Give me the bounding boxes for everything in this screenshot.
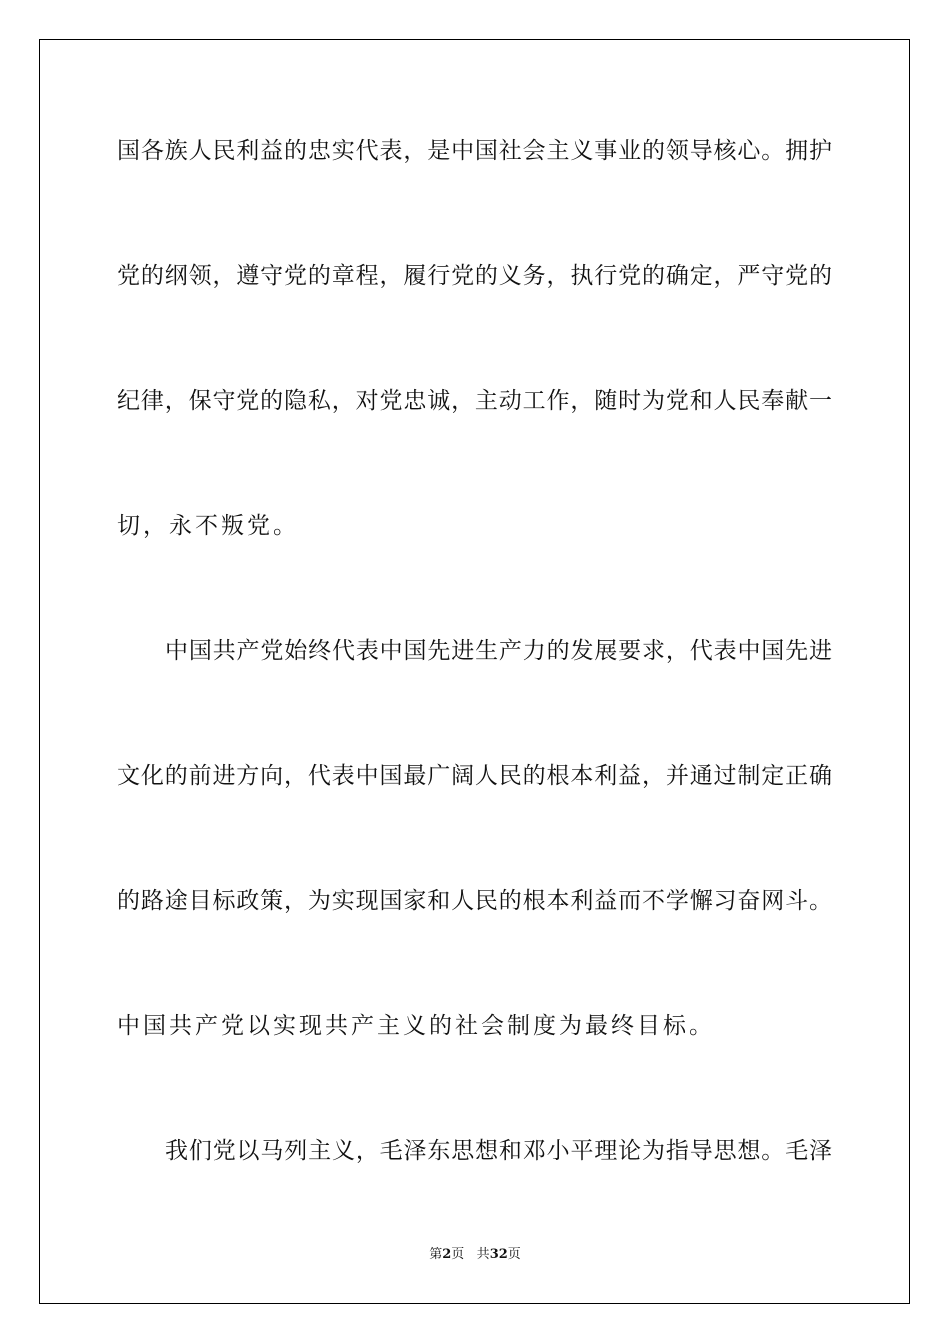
page-footer: [0, 1246, 950, 1264]
total-pages: 32: [489, 1247, 508, 1262]
page-border: [39, 39, 910, 1304]
text-line-3: 纪律，保守党的隐私，对党忠诚，主动工作，随时为党和人民奉献一: [117, 388, 832, 414]
text-line-6: 文化的前进方向，代表中国最广阔人民的根本利益，并通过制定正确: [117, 763, 832, 789]
text-line-7: 的路途目标政策，为实现国家和人民的根本利益而不学懈习奋网斗。: [117, 888, 832, 914]
page-prefix: 第: [429, 1247, 443, 1262]
text-line-9: 我们党以马列主义，毛泽东思想和邓小平理论为指导思想。毛泽: [165, 1138, 832, 1164]
text-line-2: 党的纲领，遵守党的章程，履行党的义务，执行党的确定，严守党的: [117, 263, 832, 289]
page-number: 2: [442, 1247, 452, 1262]
text-line-1: 国各族人民利益的忠实代表，是中国社会主义事业的领导核心。拥护: [117, 138, 832, 164]
total-suffix: 页: [507, 1247, 521, 1262]
total-prefix: 共: [476, 1247, 490, 1262]
text-line-8: 中国共产党以实现共产主义的社会制度为最终目标。: [117, 1013, 715, 1039]
text-line-4: 切，永不叛党。: [117, 513, 299, 539]
page-suffix: 页: [451, 1247, 465, 1262]
text-line-5: 中国共产党始终代表中国先进生产力的发展要求，代表中国先进: [165, 638, 832, 664]
